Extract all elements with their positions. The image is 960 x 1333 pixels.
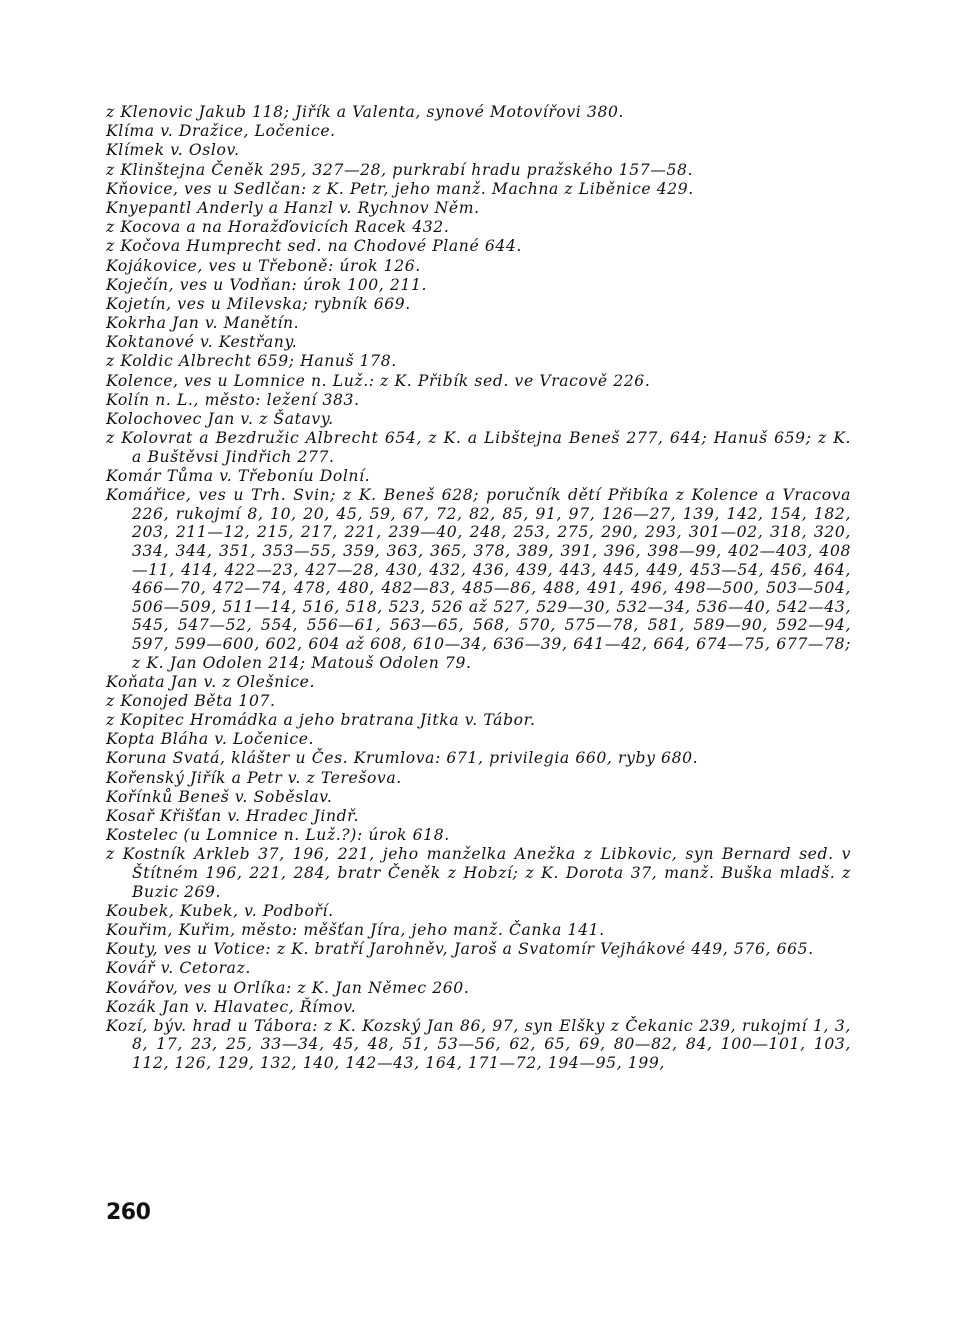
index-entry: Kosař Křišťan v. Hradec Jindř. [106, 807, 360, 825]
index-entry: z Koldic Albrecht 659; Hanuš 178. [106, 352, 397, 371]
index-entry: Kolochovec Jan v. z Šatavy. [106, 410, 334, 428]
index-entry: Koňata Jan v. z Olešnice. [106, 672, 316, 691]
index-entry: Kokrha Jan v. Manětín. [106, 314, 300, 333]
index-entry: z Kočova Humprecht sed. na Chodové Plané 644. [106, 237, 522, 256]
index-entry: Kojetín, ves u Milevska; rybník 669. [106, 294, 411, 313]
index-entry: Kostelec (u Lomnice n. Luž.?): úrok 618. [106, 826, 450, 845]
index-entry: Kojákovice, ves u Třeboně: úrok 126. [106, 256, 421, 275]
index-entry: Kopta Bláha v. Ločenice. [106, 730, 315, 749]
index-entry: Komár Tůma v. Třeboníu Dolní. [106, 466, 371, 485]
index-entry: Kovářov, ves u Orlíka: z K. Jan Němec 260. [106, 978, 470, 997]
index-entry: Kňovice, ves u Sedlčan: z K. Petr, jeho manž. Machna z Liběnice 429. [106, 179, 694, 198]
index-entries [106, 103, 851, 1073]
index-entry: Klíma v. Dražice, Ločenice. [106, 122, 336, 141]
index-entry: Kořenský Jiřík a Petr v. z Terešova. [106, 768, 402, 787]
index-entry: z Kostník Arkleb 37, 196, 221, jeho manželka Anežka z Libkovic, syn Bernard sed. v Štítném 196, 221, 284, bratr Čeněk z Hobzí; z K. Dorota 37, manž. Buška mladš. z Buzic 269. [106, 845, 851, 901]
index-entry: Kolence, ves u Lomnice n. Luž.: z K. Přibík sed. ve Vracově 226. [106, 371, 651, 390]
index-entry: Koruna Svatá, klášter u Čes. Krumlova: 671, privilegia 660, ryby 680. [106, 749, 699, 768]
index-entry: Kořínků Beneš v. Soběslav. [106, 787, 333, 806]
index-entry: z Kolovrat a Bezdružic Albrecht 654, z K. a Libštejna Beneš 277, 644; Hanuš 659; z K. a Buštěvsi Jindřich 277. [106, 429, 851, 466]
index-entry: z Klenovic Jakub 118; Jiřík a Valenta, synové Motovířovi 380. [106, 103, 625, 121]
index-entry: Koječín, ves u Vodňan: úrok 100, 211. [106, 275, 428, 294]
index-entry: Kozí, býv. hrad u Tábora: z K. Kozský Jan 86, 97, syn Elšky z Čekanic 239, rukojmí 1, 3, 8, 17, 23, 25, 33—34, 45, 48, 51, 53—56, 62, 65, 69, 80—82, 84, 100—101, 103, 112, 126, 129, 132, 140, 142—43, 164, 171—72, 194—95, 199, [106, 1016, 851, 1073]
index-entry: z Klinštejna Čeněk 295, 327—28, purkrabí hradu pražského 157—58. [106, 160, 694, 179]
index-entry: Klímek v. Oslov. [106, 141, 240, 160]
index-entry: Kouřim, Kuřim, město: měšťan Jíra, jeho manž. Čanka 141. [106, 920, 605, 939]
index-entry: Koubek, Kubek, v. Podboří. [106, 901, 334, 920]
index-entry: Kovář v. Cetoraz. [106, 959, 251, 978]
page-number: 260 [106, 1200, 151, 1225]
index-entry: Kozák Jan v. Hlavatec, Římov. [106, 997, 357, 1016]
index-entry: z Kopitec Hromádka a jeho bratrana Jitka v. Tábor. [106, 711, 536, 730]
index-entry: Kolín n. L., město: ležení 383. [106, 390, 360, 409]
index-entry: Komářice, ves u Trh. Svin; z K. Beneš 628; poručník dětí Přibíka z Kolence a Vracova 226, rukojmí 8, 10, 20, 45, 59, 67, 72, 82, 85, 91, 97, 126—27, 139, 142, 154, 182, 203, 211—12, 215, 217, 221, 239—40, 248, 253, 275, 290, 293, 301—02, 318, 320, 334, 344, 351, 353—55, 359, 363, 365, 378, 389, 391, 396, 398—99, 402—403, 408—11, 414, 422—23, 427—28, 430, 432, 436, 439, 443, 445, 449, 453—54, 456, 464, 466—70, 472—74, 478, 480, 482—83, 485—86, 488, 491, 496, 498—500, 503—504, 506—509, 511—14, 516, 518, 523, 526 až 527, 529—30, 532—34, 536—40, 542—43, 545, 547—52, 554, 556—61, 563—65, 568, 570, 575—78, 581, 589—90, 592—94, 597, 599—600, 602, 604 až 608, 610—34, 636—39, 641—42, 664, 674—75, 677—78; z K. Jan Odolen 214; Matouš Odolen 79. [106, 486, 851, 672]
index-entry: Knyepantl Anderly a Hanzl v. Rychnov Něm. [106, 198, 480, 217]
index-entry: Kouty, ves u Votice: z K. bratří Jarohněv, Jaroš a Svatomír Vejhákové 449, 576, 665. [106, 940, 814, 959]
index-entry: z Konojed Běta 107. [106, 691, 276, 710]
index-entry: z Kocova a na Horažďovicích Racek 432. [106, 218, 450, 237]
index-entry: Koktanové v. Kestřany. [106, 333, 298, 352]
